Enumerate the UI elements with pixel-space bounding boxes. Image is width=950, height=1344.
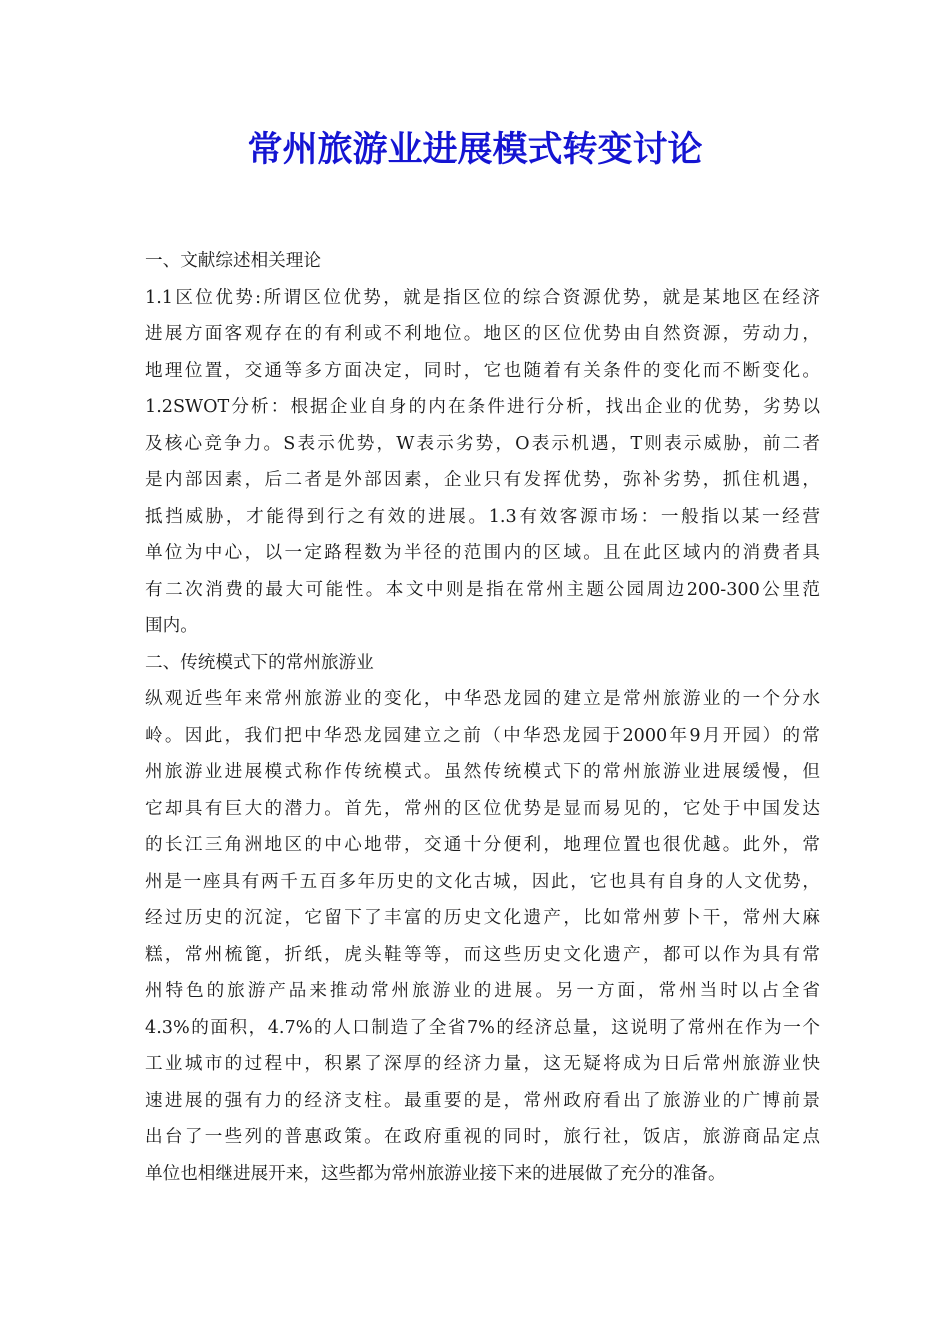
section-heading: 二、传统模式下的常州旅游业: [145, 652, 374, 673]
section-heading: 一、文献综述相关理论: [145, 251, 321, 271]
body-line: 纵观近些年来常州旅游业的变化，中华恐龙园的建立是常州旅游业的一个分水: [145, 689, 820, 709]
body-line: 州特色的旅游产品来推动常州旅游业的进展。另一方面，常州当时以占全省: [145, 981, 820, 1001]
body-line: 单位也相继进展开来，这些都为常州旅游业接下来的进展做了充分的准备。: [145, 1163, 726, 1184]
body-line: 抵挡威胁，才能得到行之有效的进展。1.3有效客源市场：一般指以某一经营: [145, 506, 820, 527]
body-line: 有二次消费的最大可能性。本文中则是指在常州主题公园周边200-300公里范: [145, 579, 820, 600]
document-title: 常州旅游业进展模式转变讨论: [247, 130, 703, 170]
body-line: 的长江三角洲地区的中心地带，交通十分便利，地理位置也很优越。此外，常: [145, 835, 820, 855]
body-line: 进展方面客观存在的有利或不利地位。地区的区位优势由自然资源，劳动力，: [145, 324, 820, 344]
body-line: 工业城市的过程中，积累了深厚的经济力量，这无疑将成为日后常州旅游业快: [145, 1054, 820, 1074]
body-line: 4.3%的面积，4.7%的人口制造了全省7%的经济总量，这说明了常州在作为一个: [145, 1017, 820, 1038]
body-line: 经过历史的沉淀，它留下了丰富的历史文化遗产，比如常州萝卜干，常州大麻: [145, 908, 820, 928]
body-line: 速进展的强有力的经济支柱。最重要的是，常州政府看出了旅游业的广博前景: [145, 1090, 820, 1111]
body-line: 岭。因此，我们把中华恐龙园建立之前（中华恐龙园于2000年9月开园）的常: [145, 725, 820, 746]
body-line: 出台了一些列的普惠政策。在政府重视的同时，旅行社，饭店，旅游商品定点: [145, 1127, 820, 1147]
body-line: 单位为中心，以一定路程数为半径的范围内的区域。且在此区域内的消费者具: [145, 543, 820, 563]
body-line: 1.1区位优势:所谓区位优势，就是指区位的综合资源优势，就是某地区在经济: [145, 287, 820, 308]
body-line: 地理位置，交通等多方面决定，同时，它也随着有关条件的变化而不断变化。: [145, 360, 820, 381]
body-line: 它却具有巨大的潜力。首先，常州的区位优势是显而易见的，它处于中国发达: [145, 798, 820, 819]
body-line: 是内部因素，后二者是外部因素，企业只有发挥优势，弥补劣势，抓住机遇，: [145, 470, 820, 490]
body-line: 及核心竞争力。S表示优势，W表示劣势，O表示机遇，T则表示威胁，前二者: [145, 433, 820, 454]
document-body: [145, 243, 820, 1192]
body-line: 1.2SWOT分析：根据企业自身的内在条件进行分析，找出企业的优势，劣势以: [145, 397, 820, 417]
body-line: 围内。: [145, 616, 198, 636]
body-line: 州是一座具有两千五百多年历史的文化古城，因此，它也具有自身的人文优势，: [145, 871, 820, 892]
body-line: 糕，常州梳篦，折纸，虎头鞋等等，而这些历史文化遗产，都可以作为具有常: [145, 944, 820, 965]
body-line: 州旅游业进展模式称作传统模式。虽然传统模式下的常州旅游业进展缓慢，但: [145, 762, 820, 782]
